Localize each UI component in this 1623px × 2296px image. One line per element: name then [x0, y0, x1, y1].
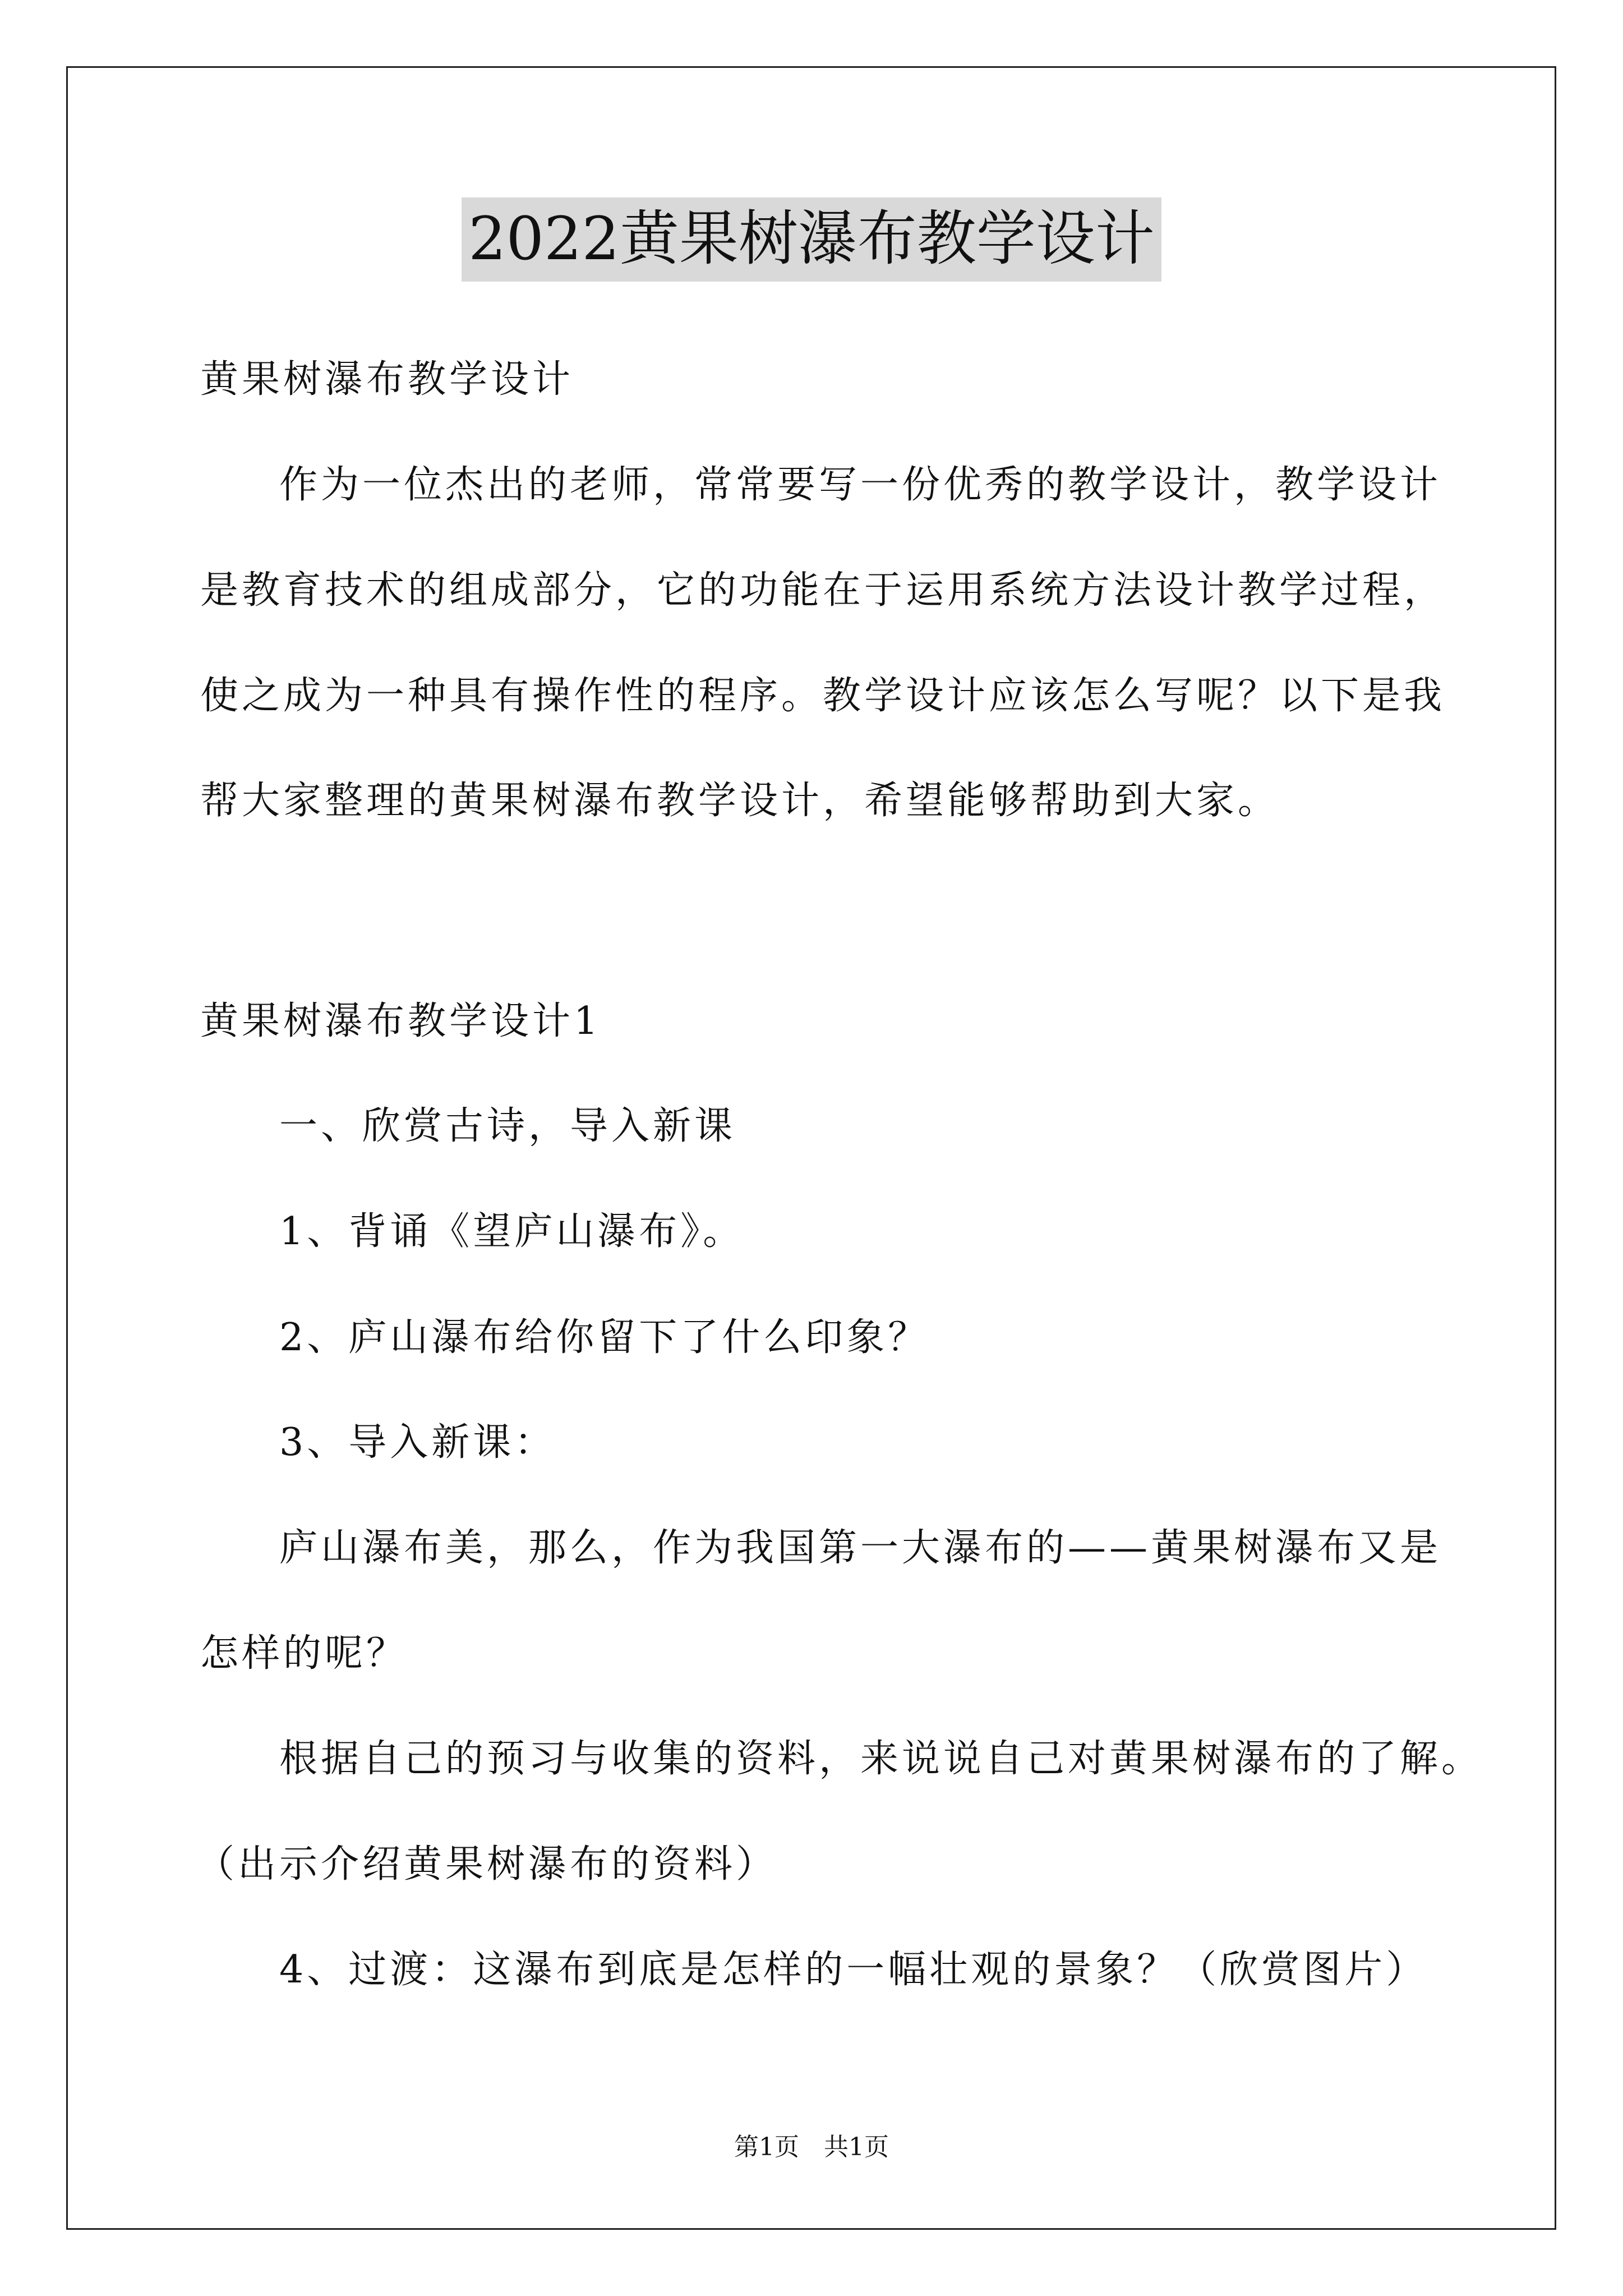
document-subtitle: 黄果树瀑布教学设计 — [200, 357, 574, 402]
page-footer — [0, 2131, 1623, 2164]
section-line-3: 2、庐山瀑布给你留下了什么印象？ — [279, 1315, 930, 1360]
section-line-8: （出示介绍黄果树瀑布的资料） — [196, 1842, 778, 1887]
section-line-7: 根据自己的预习与收集的资料，来说说自己对黄果树瀑布的了解。 — [279, 1737, 1483, 1781]
page-count: 共1页 — [824, 2133, 889, 2161]
section-line-4: 3、导入新课： — [279, 1420, 556, 1465]
title-container — [0, 197, 1623, 282]
section-line-5: 庐山瀑布美，那么，作为我国第一大瀑布的——黄果树瀑布又是 — [279, 1526, 1442, 1570]
section-line-9: 4、过渡：这瀑布到底是怎样的一幅壮观的景象？（欣赏图片） — [279, 1948, 1428, 1992]
intro-line-3: 使之成为一种具有操作性的程序。教学设计应该怎么写呢？以下是我 — [200, 674, 1446, 718]
section-title: 黄果树瀑布教学设计1 — [200, 999, 602, 1043]
page-number: 第1页 — [734, 2133, 799, 2161]
intro-line-1: 作为一位杰出的老师，常常要写一份优秀的教学设计，教学设计 — [279, 463, 1442, 507]
intro-line-4: 帮大家整理的黄果树瀑布教学设计，希望能够帮助到大家。 — [200, 779, 1280, 823]
intro-line-2: 是教育技术的组成部分，它的功能在于运用系统方法设计教学过程， — [200, 568, 1446, 613]
document-title: 2022黄果树瀑布教学设计 — [462, 197, 1161, 282]
section-line-6: 怎样的呢？ — [200, 1631, 408, 1676]
section-line-1: 一、欣赏古诗，导入新课 — [279, 1104, 736, 1148]
section-line-2: 1、背诵《望庐山瀑布》。 — [279, 1209, 745, 1254]
